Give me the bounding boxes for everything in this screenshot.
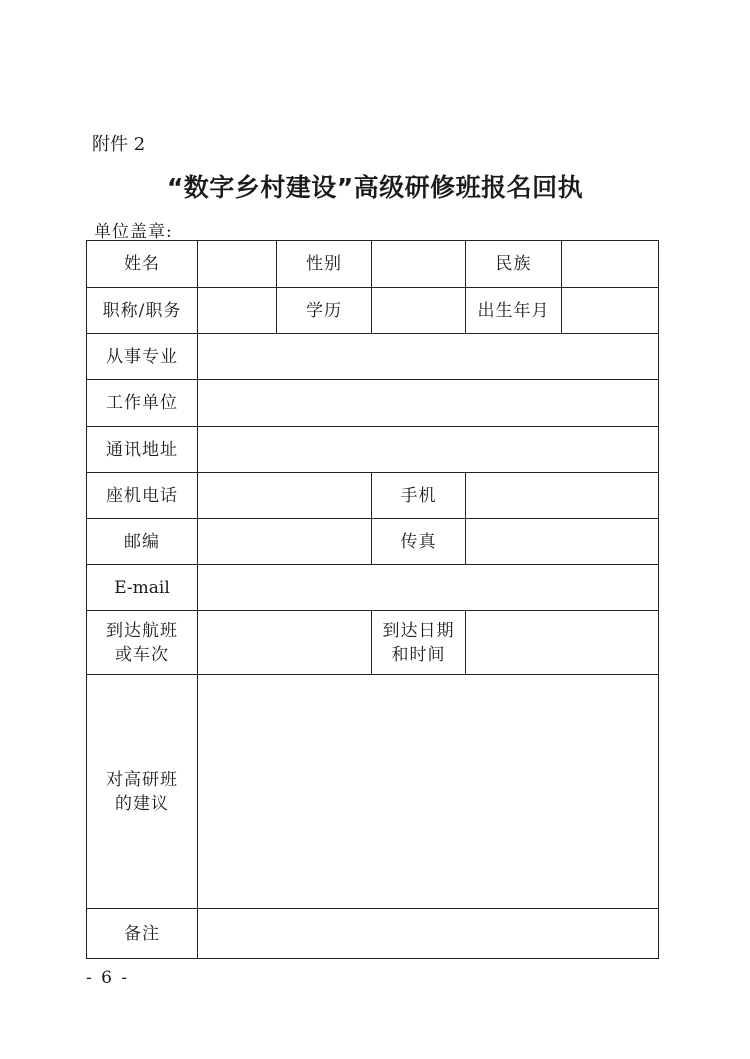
arrival-flight-field[interactable] bbox=[198, 611, 372, 675]
fax-field[interactable] bbox=[466, 519, 659, 565]
table-row bbox=[87, 611, 659, 675]
table-row bbox=[87, 675, 659, 909]
specialty-field[interactable] bbox=[198, 334, 659, 380]
gender-field[interactable] bbox=[372, 241, 466, 288]
suggestion-label-line2: 的建议 bbox=[115, 793, 169, 814]
birth-label: 出生年月 bbox=[466, 288, 562, 334]
email-label: E-mail bbox=[87, 565, 198, 611]
name-field[interactable] bbox=[198, 241, 277, 288]
remarks-field[interactable] bbox=[198, 909, 659, 959]
arrival-date-label-line2: 和时间 bbox=[391, 644, 446, 665]
table-row bbox=[87, 519, 659, 565]
ethnicity-label: 民族 bbox=[466, 241, 562, 288]
title-position-label: 职称/职务 bbox=[87, 288, 198, 334]
postcode-label: 邮编 bbox=[87, 519, 198, 565]
seal-label: 单位盖章: bbox=[94, 222, 173, 242]
table-row bbox=[87, 380, 659, 427]
table-row bbox=[87, 565, 659, 611]
table-row bbox=[87, 427, 659, 473]
table-row bbox=[87, 334, 659, 380]
workplace-field[interactable] bbox=[198, 380, 659, 427]
address-label: 通讯地址 bbox=[87, 427, 198, 473]
annex-label: 附件 2 bbox=[92, 134, 146, 155]
postcode-field[interactable] bbox=[198, 519, 372, 565]
arrival-date-label-line1: 到达日期 bbox=[382, 620, 455, 641]
table-row bbox=[87, 241, 659, 288]
landline-field[interactable] bbox=[198, 473, 372, 519]
address-field[interactable] bbox=[198, 427, 659, 473]
arrival-date-label bbox=[372, 611, 466, 675]
name-label: 姓名 bbox=[87, 241, 198, 288]
table-row bbox=[87, 909, 659, 959]
page-number: - 6 - bbox=[86, 968, 130, 988]
arrival-flight-label bbox=[87, 611, 198, 675]
education-label: 学历 bbox=[277, 288, 372, 334]
gender-label: 性别 bbox=[277, 241, 372, 288]
arrival-flight-label-line2: 或车次 bbox=[115, 644, 169, 665]
registration-form-table bbox=[86, 240, 659, 959]
specialty-label: 从事专业 bbox=[87, 334, 198, 380]
email-field[interactable] bbox=[198, 565, 659, 611]
landline-label: 座机电话 bbox=[87, 473, 198, 519]
mobile-label: 手机 bbox=[372, 473, 466, 519]
title-position-field[interactable] bbox=[198, 288, 277, 334]
birth-field[interactable] bbox=[562, 288, 659, 334]
arrival-flight-label-line1: 到达航班 bbox=[106, 620, 178, 641]
mobile-field[interactable] bbox=[466, 473, 659, 519]
table-row bbox=[87, 473, 659, 519]
education-field[interactable] bbox=[372, 288, 466, 334]
workplace-label: 工作单位 bbox=[87, 380, 198, 427]
suggestion-field[interactable] bbox=[198, 675, 659, 909]
ethnicity-field[interactable] bbox=[562, 241, 659, 288]
remarks-label: 备注 bbox=[87, 909, 198, 959]
suggestion-label bbox=[87, 675, 198, 909]
fax-label: 传真 bbox=[372, 519, 466, 565]
table-row bbox=[87, 288, 659, 334]
page-title: “数字乡村建设”高级研修班报名回执 bbox=[166, 173, 584, 202]
arrival-date-field[interactable] bbox=[466, 611, 659, 675]
suggestion-label-line1: 对高研班 bbox=[106, 769, 178, 790]
